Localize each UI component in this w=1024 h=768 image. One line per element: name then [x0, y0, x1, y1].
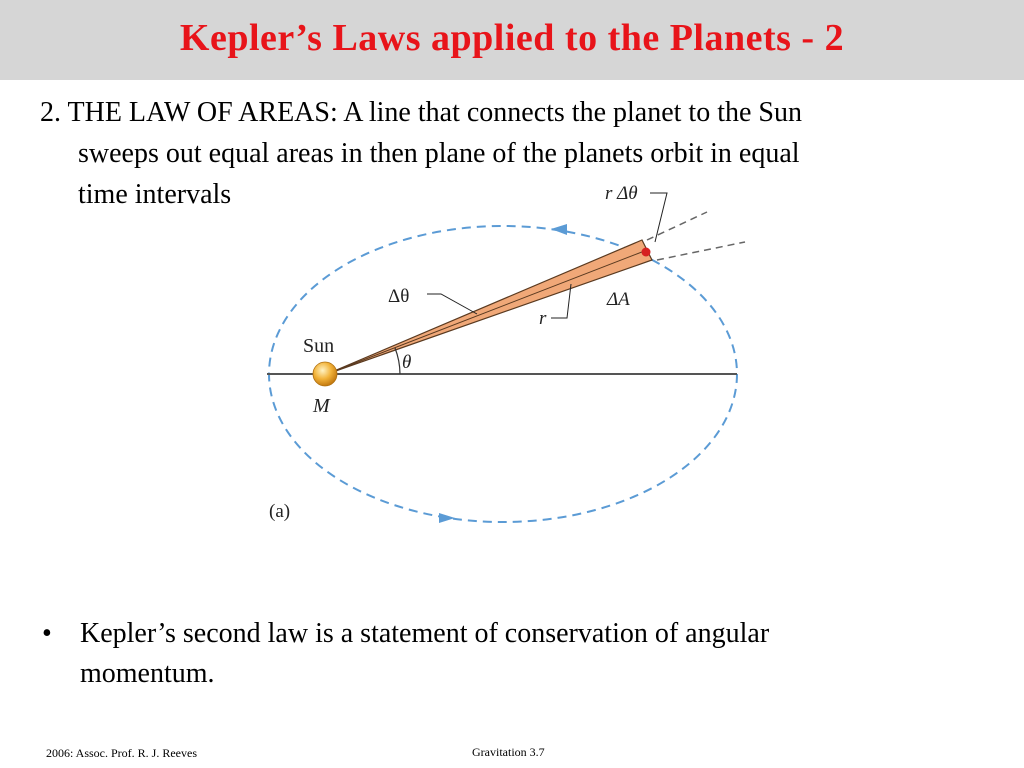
sun-icon — [313, 362, 337, 386]
radius-line — [327, 250, 647, 374]
bullet-symbol: • — [42, 618, 52, 649]
planet-icon — [642, 248, 651, 257]
label-sun: Sun — [303, 335, 335, 357]
label-delta-a: ΔA — [607, 289, 630, 310]
theta-arc — [395, 348, 400, 374]
extension-line-2 — [657, 242, 745, 260]
title-bar — [0, 0, 1024, 80]
orbit-arrow-top — [551, 224, 567, 235]
bullet-point — [42, 614, 982, 694]
label-theta: θ — [402, 352, 412, 373]
law-line-3: time intervals — [78, 179, 232, 210]
law-line-1: 2. THE LAW OF AREAS: A line that connects the planet to the Sun — [40, 97, 802, 128]
orbit-arrow-bottom — [439, 513, 455, 523]
swept-area-wedge — [327, 240, 652, 374]
label-r: r — [539, 308, 547, 329]
label-panel-a: (a) — [269, 501, 291, 522]
slide-title: Kepler’s Laws applied to the Planets - 2 — [179, 17, 845, 59]
extension-line-1 — [647, 212, 707, 240]
orbit-diagram — [255, 172, 755, 532]
law-line-2: sweeps out equal areas in then plane of the planets orbit in equal — [78, 138, 800, 169]
footer-slide-number: Gravitation 3.7 — [472, 745, 545, 759]
label-r-delta-theta: r Δθ — [605, 183, 638, 204]
label-mass: M — [313, 395, 330, 417]
bullet-text-line-1: Kepler’s second law is a statement of conservation of angular — [80, 618, 770, 649]
bullet-text-line-2: momentum. — [80, 658, 215, 689]
footer-author: 2006: Assoc. Prof. R. J. Reeves — [46, 746, 197, 760]
dtheta-leader — [427, 294, 477, 314]
label-dtheta: Δθ — [388, 286, 410, 307]
